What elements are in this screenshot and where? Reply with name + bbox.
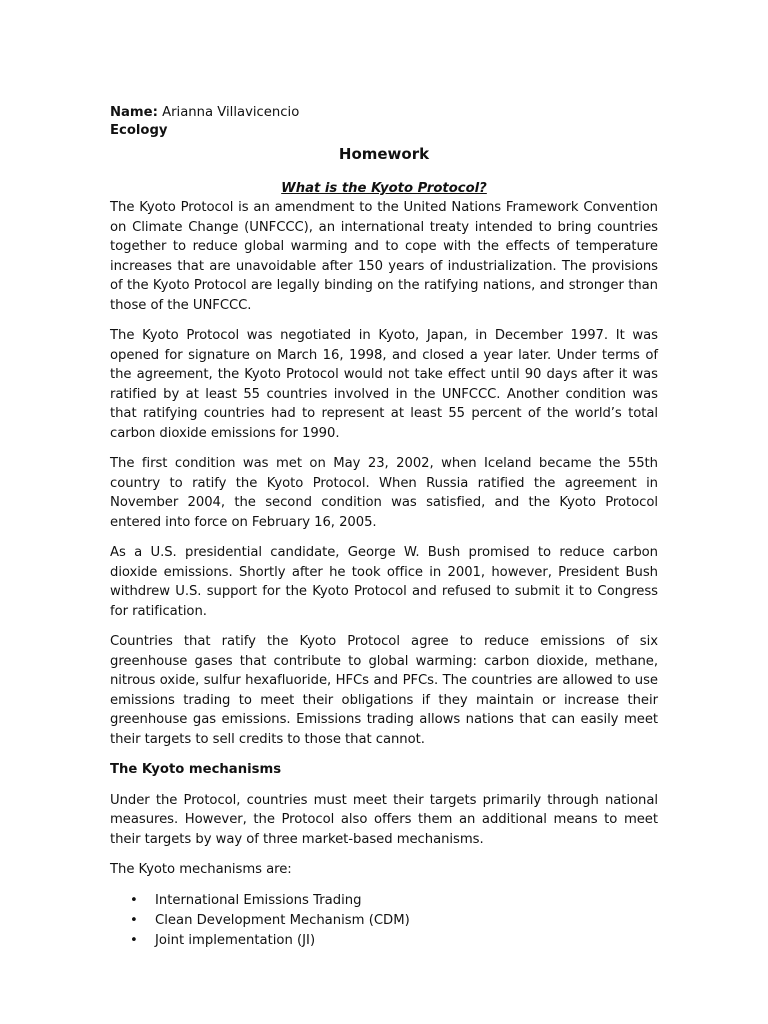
list-item-text: Joint implementation (JI) <box>155 932 316 948</box>
subject-name: Ecology <box>110 123 168 138</box>
mechanisms-list <box>110 891 658 951</box>
paragraph-5: Countries that ratify the Kyoto Protocol agree to reduce emissions of six greenhouse gases that contribute to global warming: carbon dioxide, methane, nitrous oxide, sulfur hexafluoride, HFCs and PFCs. The countries are allowed to use emissions trading to meet their obligations if they maintain or increase their greenhouse gas emissions. Emissions trading allows nations that can easily meet their targets to sell credits to those that cannot. <box>110 634 658 747</box>
list-item-text: Clean Development Mechanism (CDM) <box>155 912 410 928</box>
document-title: Homework <box>338 145 430 163</box>
subject-line <box>110 122 658 140</box>
list-item <box>110 911 658 931</box>
list-item-text: International Emissions Trading <box>155 892 362 908</box>
bullet-icon: • <box>130 932 138 948</box>
student-name: Arianna Villavicencio <box>162 105 300 120</box>
list-item <box>110 891 658 911</box>
document-page <box>110 104 658 951</box>
paragraph-2: The Kyoto Protocol was negotiated in Kyoto, Japan, in December 1997. It was opened for signature on March 16, 1998, and closed a year later. Under terms of the agreement, the Kyoto Protocol would not take effect until 90 days after it was ratified by at least 55 countries involved in the UNFCCC. Another condition was that ratifying countries had to represent at least 55 percent of the world’s total carbon dioxide emissions for 1990. <box>110 328 658 441</box>
paragraph-1: The Kyoto Protocol is an amendment to the United Nations Framework Convention on Climate Change (UNFCCC), an international treaty intended to bring countries together to reduce global warming and to cope with the effects of temperature increases that are unavoidable after 150 years of industrialization. The provisions of the Kyoto Protocol are legally binding on the ratifying nations, and stronger than those of the UNFCCC. <box>110 200 658 313</box>
bullet-icon: • <box>130 912 138 928</box>
paragraph-4: As a U.S. presidential candidate, George W. Bush promised to reduce carbon dioxide emissions. Shortly after he took office in 2001, however, President Bush withdrew U.S. support for the Kyoto Protocol and refused to submit it to Congress for ratification. <box>110 545 658 619</box>
mechanisms-heading: The Kyoto mechanisms <box>110 762 282 777</box>
paragraph-3: The first condition was met on May 23, 2002, when Iceland became the 55th country to ratify the Kyoto Protocol. When Russia ratified the agreement in November 2004, the second condition was satisfied, and the Kyoto Protocol entered into force on February 16, 2005. <box>110 456 658 530</box>
mechanisms-intro: The Kyoto mechanisms are: <box>110 862 292 877</box>
list-item <box>110 931 658 951</box>
name-line <box>110 104 658 122</box>
bullet-icon: • <box>130 892 138 908</box>
name-label: Name: <box>110 105 158 120</box>
question-heading: What is the Kyoto Protocol? <box>281 181 487 196</box>
mechanisms-paragraph: Under the Protocol, countries must meet their targets primarily through national measures. However, the Protocol also offers them an additional means to meet their targets by way of three market-based mechanisms. <box>110 792 658 847</box>
